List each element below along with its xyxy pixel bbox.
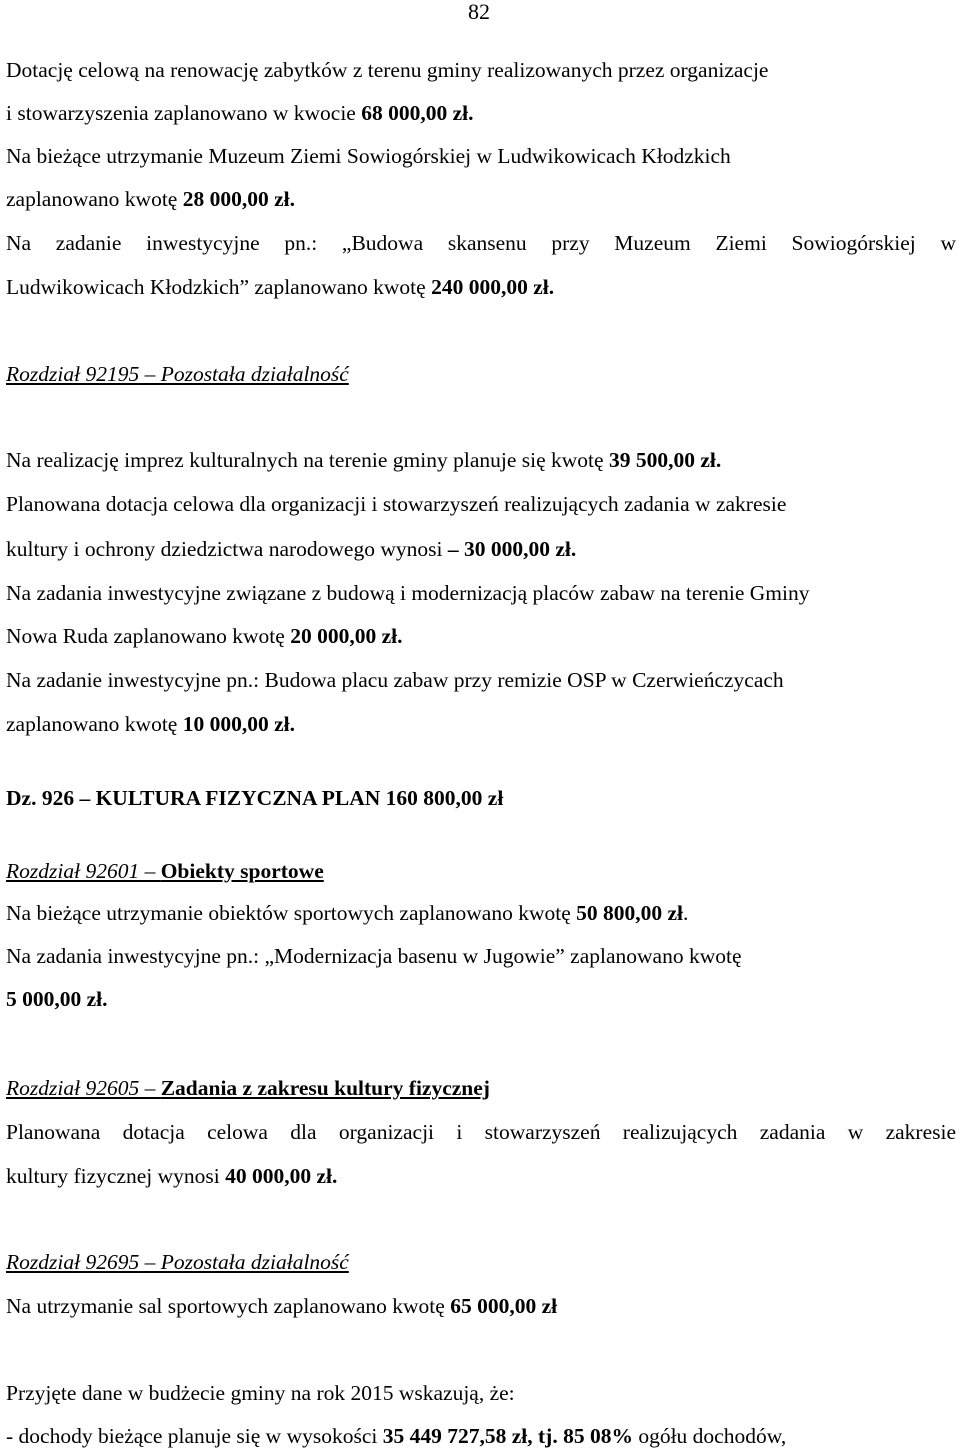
paragraph-line: [6, 711, 295, 737]
amount: 39 500,00 zł.: [608, 448, 722, 472]
paragraph-line: [6, 1423, 786, 1449]
amount: 10 000,00 zł.: [182, 712, 295, 736]
amount: 50 800,00 zł: [576, 901, 684, 925]
text: - dochody bieżące planuje się w wysokości: [6, 1424, 383, 1448]
amount: 28 000,00 zł.: [182, 187, 295, 211]
paragraph-line: [6, 900, 688, 926]
text: i stowarzyszenia zaplanowano w kwocie: [6, 101, 362, 125]
paragraph-line: Na zadania inwestycyjne pn.: „Modernizacja basenu w Jugowie” zaplanowano kwotę: [6, 944, 742, 968]
paragraph-line: [6, 536, 576, 562]
text: zaplanowano kwotę: [6, 712, 183, 736]
text: Na realizację imprez kulturalnych na terenie gminy planuje się kwotę: [6, 448, 609, 472]
text: kultury fizycznej wynosi: [6, 1164, 226, 1188]
amount: – 30 000,00 zł.: [447, 537, 577, 561]
amount: 20 000,00 zł.: [290, 624, 403, 648]
paragraph-line: [6, 274, 554, 300]
section-heading: [6, 361, 349, 387]
text: Ludwikowicach Kłodzkich” zaplanowano kwotę: [6, 275, 432, 299]
amount: 68 000,00 zł.: [361, 101, 474, 125]
text: .: [683, 901, 689, 925]
paragraph-line: [6, 986, 108, 1012]
paragraph-line: Planowana dotacja celowa dla organizacji i stowarzyszeń realizujących zadania w zakresie: [6, 492, 787, 516]
text: zaplanowano kwotę: [6, 187, 183, 211]
amount: 240 000,00 zł.: [431, 275, 555, 299]
paragraph-line: Na zadania inwestycyjne związane z budową i modernizacją placów zabaw na terenie Gminy: [6, 581, 810, 605]
heading-prefix: Rozdział 92601 –: [6, 859, 161, 883]
paragraph-line: [6, 623, 402, 649]
page-number: 82: [468, 0, 490, 24]
section-heading: [6, 1249, 349, 1275]
section-heading: [6, 1075, 490, 1101]
text: Nowa Ruda zaplanowano kwotę: [6, 624, 291, 648]
paragraph-line: [6, 100, 474, 126]
paragraph-line: [6, 1293, 557, 1319]
paragraph-line: Dotację celową na renowację zabytków z terenu gminy realizowanych przez organizacje: [6, 58, 769, 82]
heading-title: Obiekty sportowe: [160, 859, 324, 883]
paragraph-line: [6, 186, 295, 212]
text: Na utrzymanie sal sportowych zaplanowano kwotę: [6, 1294, 451, 1318]
paragraph-line: Na zadanie inwestycyjne pn.: „Budowa skansenu przy Muzeum Ziemi Sowiogórskiej w: [6, 231, 956, 255]
paragraph-line: [6, 447, 721, 473]
paragraph-line: Na zadanie inwestycyjne pn.: Budowa placu zabaw przy remizie OSP w Czerwieńczycach: [6, 668, 784, 692]
heading-text: Dz. 926 – KULTURA FIZYCZNA PLAN 160 800,00 zł: [6, 786, 504, 810]
paragraph-line: [6, 1163, 337, 1189]
text: ogółu dochodów,: [632, 1424, 787, 1448]
chapter-heading: [6, 785, 503, 811]
heading-text: Rozdział 92195 – Pozostała działalność: [6, 362, 349, 386]
amount: 35 449 727,58 zł, tj. 85 08%: [382, 1424, 633, 1448]
paragraph-line: Przyjęte dane w budżecie gminy na rok 2015 wskazują, że:: [6, 1381, 515, 1405]
heading-text: Rozdział 92695 – Pozostała działalność: [6, 1250, 349, 1274]
text: Na bieżące utrzymanie obiektów sportowych zaplanowano kwotę: [6, 901, 577, 925]
amount: 40 000,00 zł.: [225, 1164, 338, 1188]
paragraph-line: Na bieżące utrzymanie Muzeum Ziemi Sowiogórskiej w Ludwikowicach Kłodzkich: [6, 144, 731, 168]
amount: 5 000,00 zł.: [6, 987, 108, 1011]
text: kultury i ochrony dziedzictwa narodowego wynosi: [6, 537, 448, 561]
paragraph-line: Planowana dotacja celowa dla organizacji i stowarzyszeń realizujących zadania w zakresie: [6, 1120, 956, 1144]
section-heading: [6, 858, 324, 884]
heading-prefix: Rozdział 92605 –: [6, 1076, 161, 1100]
heading-title: Zadania z zakresu kultury fizycznej: [160, 1076, 490, 1100]
amount: 65 000,00 zł: [450, 1294, 558, 1318]
